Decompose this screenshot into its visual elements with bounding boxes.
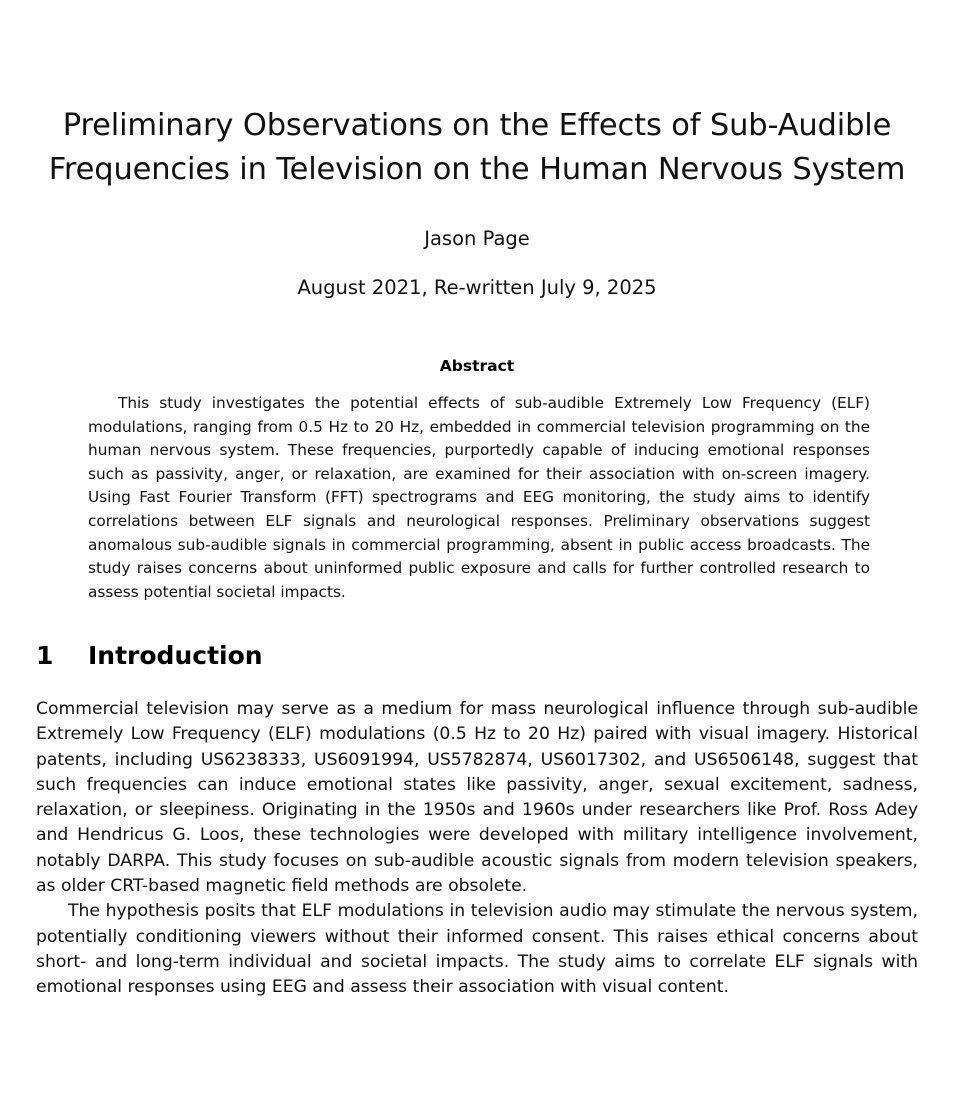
abstract-body: This study investigates the potential effects of sub-audible Extremely Low Frequency (ELF) modulations, ranging from 0.5 Hz to 20 Hz, embedded in commercial television programming on the human nervous system. These frequencies, purportedly capable of inducing emotional responses such as passivity, anger, or relaxation, are examined for their association with on-screen imagery. Using Fast Fourier Transform (FFT) spectrograms and EEG monitoring, the study aims to identify correlations between ELF signals and neurological responses. Preliminary observations suggest anomalous sub-audible signals in commercial programming, absent in public access broadcasts. The study raises concerns about uninformed public exposure and calls for further controlled research to assess potential societal impacts.	[88, 394, 870, 601]
section-body-introduction	[36, 697, 918, 1001]
title-line-1: Preliminary Observations on the Effects of Sub-Audible	[62, 108, 892, 143]
section-number: 1	[36, 641, 54, 670]
paragraph: Commercial television may serve as a medium for mass neurological influence through sub-audible Extremely Low Frequency (ELF) modulations (0.5 Hz to 20 Hz) paired with visual imagery. Historical patents, including US6238333, US6091994, US5782874, US6017302, and US6506148, suggest that such frequencies can induce emotional states like passivity, anger, sexual excitement, sadness, relaxation, or sleepiness. Originating in the 1950s and 1960s under researchers like Prof. Ross Adey and Hendricus G. Loos, these technologies were developed with military intelligence involvement, notably DARPA. This study focuses on sub-audible acoustic signals from modern television speakers, as older CRT-based magnetic field methods are obsolete.	[36, 699, 918, 897]
section-heading-introduction	[36, 640, 918, 672]
title-line-2: Frequencies in Television on the Human Nervous System	[48, 152, 906, 187]
author-name: Jason Page	[424, 227, 530, 250]
paper-title-block	[36, 104, 918, 192]
section-title: Introduction	[88, 641, 263, 670]
abstract-heading: Abstract	[439, 357, 515, 375]
page-title	[36, 104, 918, 192]
publication-date: August 2021, Re-written July 9, 2025	[297, 276, 657, 299]
paragraph: The hypothesis posits that ELF modulations in television audio may stimulate the nervous system, potentially conditioning viewers without their informed consent. This raises ethical concerns about short- and long-term individual and societal impacts. The study aims to correlate ELF signals with emotional responses using EEG and assess their association with visual content.	[36, 901, 918, 998]
